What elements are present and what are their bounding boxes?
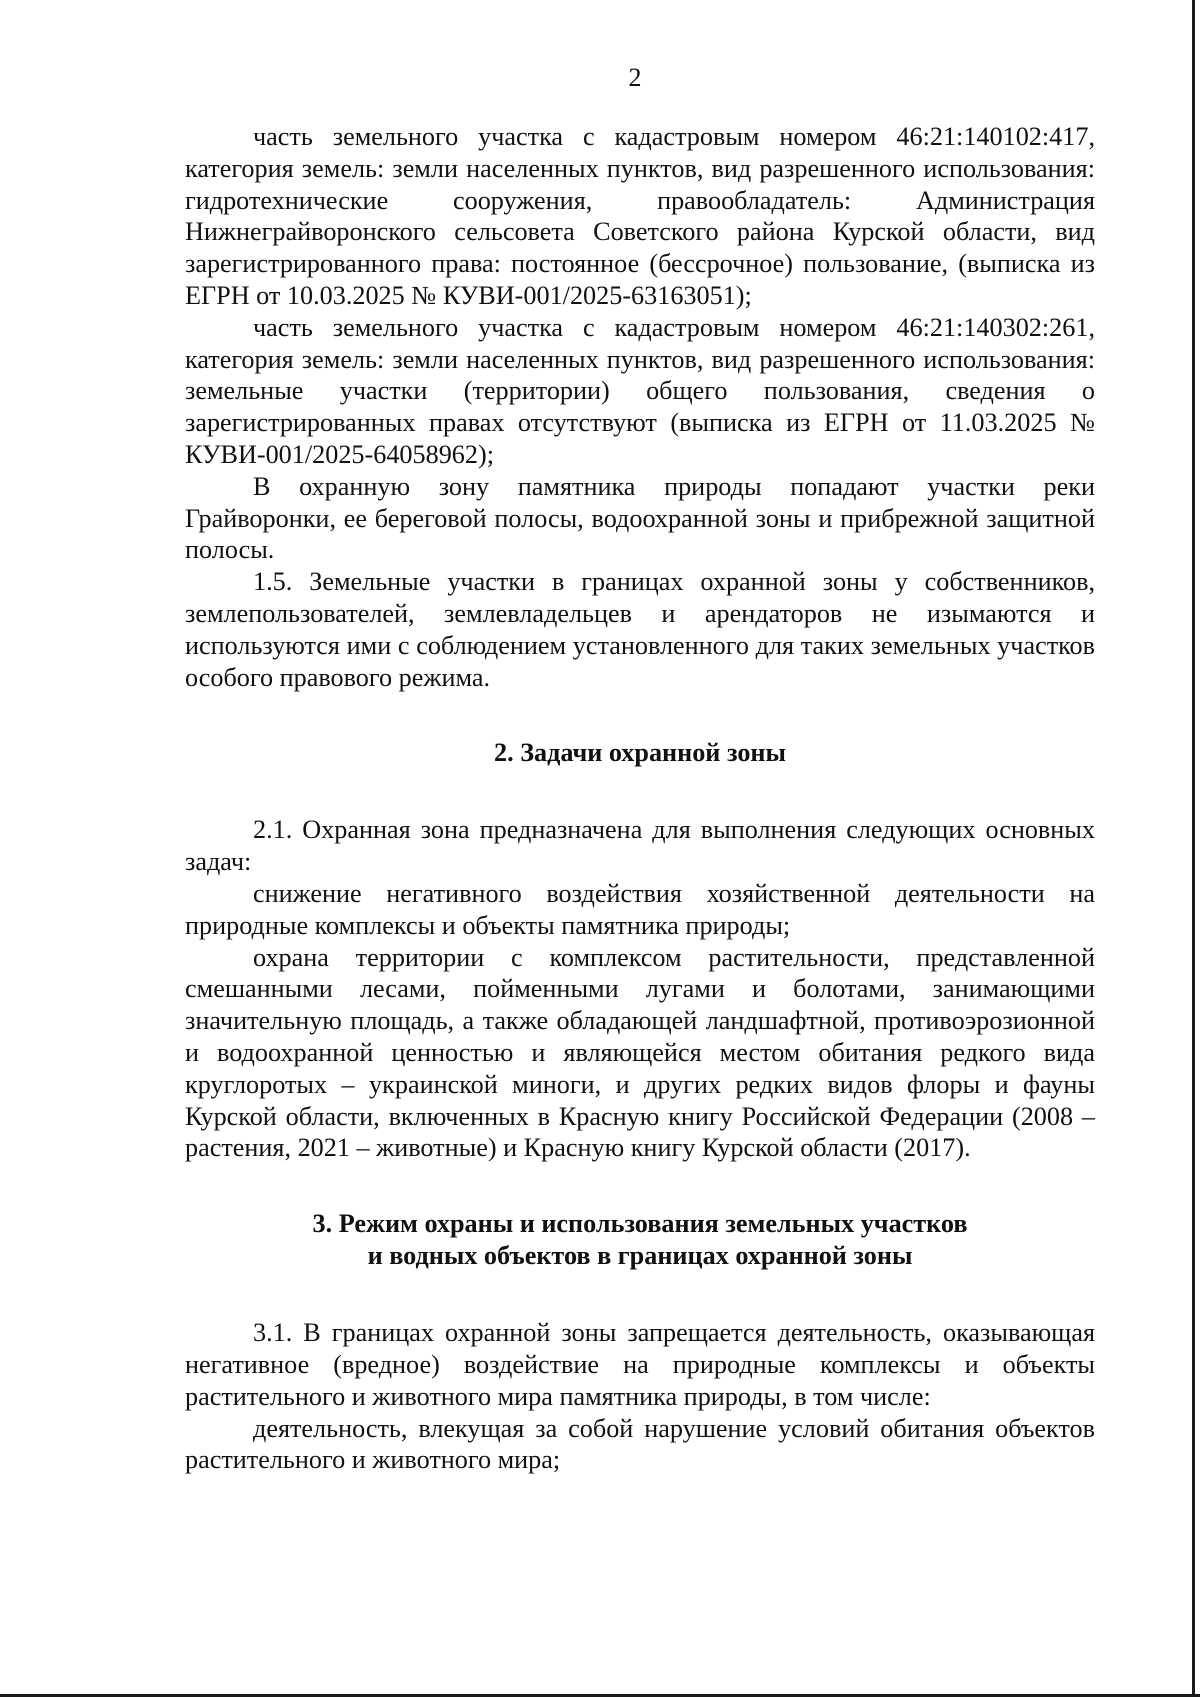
paragraph-land-plot-261: часть земельного участка с кадастровым номером 46:21:140302:261, категория земель: земли населенных пунктов, вид разрешенного использования: земельные участки (территории) общего пользования, сведения о зарегистрированных правах отсутствуют (выписка из ЕГРН от 11.03.2025 № КУВИ-001/2025-64058962); bbox=[185, 312, 1095, 469]
paragraph-2-1: 2.1. Охранная зона предназначена для выполнения следующих основных задач: bbox=[185, 815, 1095, 877]
page-edge-right bbox=[1192, 0, 1195, 1697]
paragraph-1-5: 1.5. Земельные участки в границах охранной зоны у собственников, землепользователей, землевладельцев и арендаторов не изымаются и используются ими с соблюдением установленного для таких земельных участков особого правового режима. bbox=[185, 567, 1095, 692]
paragraph-task-protect-territory: охрана территории с комплексом растительности, представленной смешанными лесами, пойменными лугами и болотами, занимающими значительную площадь, а также обладающей ландшафтной, противоэрозионной и водоохранной ценностью и являющейся местом обитания редкого вида круглоротых – украинской миноги, и других редких видов флоры и фауны Курской области, включенных в Красную книгу Российской Федерации (2008 – растения, 2021 – животные) и Красную книгу Курской области (2017). bbox=[185, 942, 1095, 1163]
spacer bbox=[185, 769, 1095, 814]
paragraph-prohibited-activity: деятельность, влекущая за собой нарушение условий обитания объектов растительного и животного мира; bbox=[185, 1413, 1095, 1475]
paragraph-3-1: 3.1. В границах охранной зоны запрещается деятельность, оказывающая негативное (вредное) воздействие на природные комплексы и объекты растительного и животного мира памятника природы, в том числе: bbox=[185, 1318, 1095, 1411]
paragraph-task-reduce-impact: снижение негативного воздействия хозяйственной деятельности на природные комплексы и объекты памятника природы; bbox=[185, 878, 1095, 940]
spacer bbox=[185, 1272, 1095, 1317]
document-body bbox=[185, 121, 1095, 1476]
spacer bbox=[185, 693, 1095, 737]
paragraph-land-plot-417: часть земельного участка с кадастровым номером 46:21:140102:417, категория земель: земли населенных пунктов, вид разрешенного использования: гидротехнические сооружения, правообладатель: Администрация Нижнеграйворонского сельсовета Советского района Курской области, вид зарегистрированного права: постоянное (бессрочное) пользование, (выписка из ЕГРН от 10.03.2025 № КУВИ-001/2025-63163051); bbox=[185, 122, 1095, 310]
section-3-heading-line-2: и водных объектов в границах охранной зоны bbox=[367, 1241, 913, 1271]
paragraph-protected-zone-areas: В охранную зону памятника природы попадают участки реки Грайворонки, ее береговой полосы, водоохранной зоны и прибрежной защитной полосы. bbox=[185, 471, 1095, 565]
section-3-heading bbox=[185, 1208, 1095, 1272]
section-2-heading: 2. Задачи охранной зоны bbox=[494, 738, 786, 768]
spacer bbox=[185, 1164, 1095, 1208]
page-number: 2 bbox=[628, 63, 642, 92]
section-3-heading-line-1: 3. Режим охраны и использования земельных участков bbox=[312, 1209, 968, 1239]
